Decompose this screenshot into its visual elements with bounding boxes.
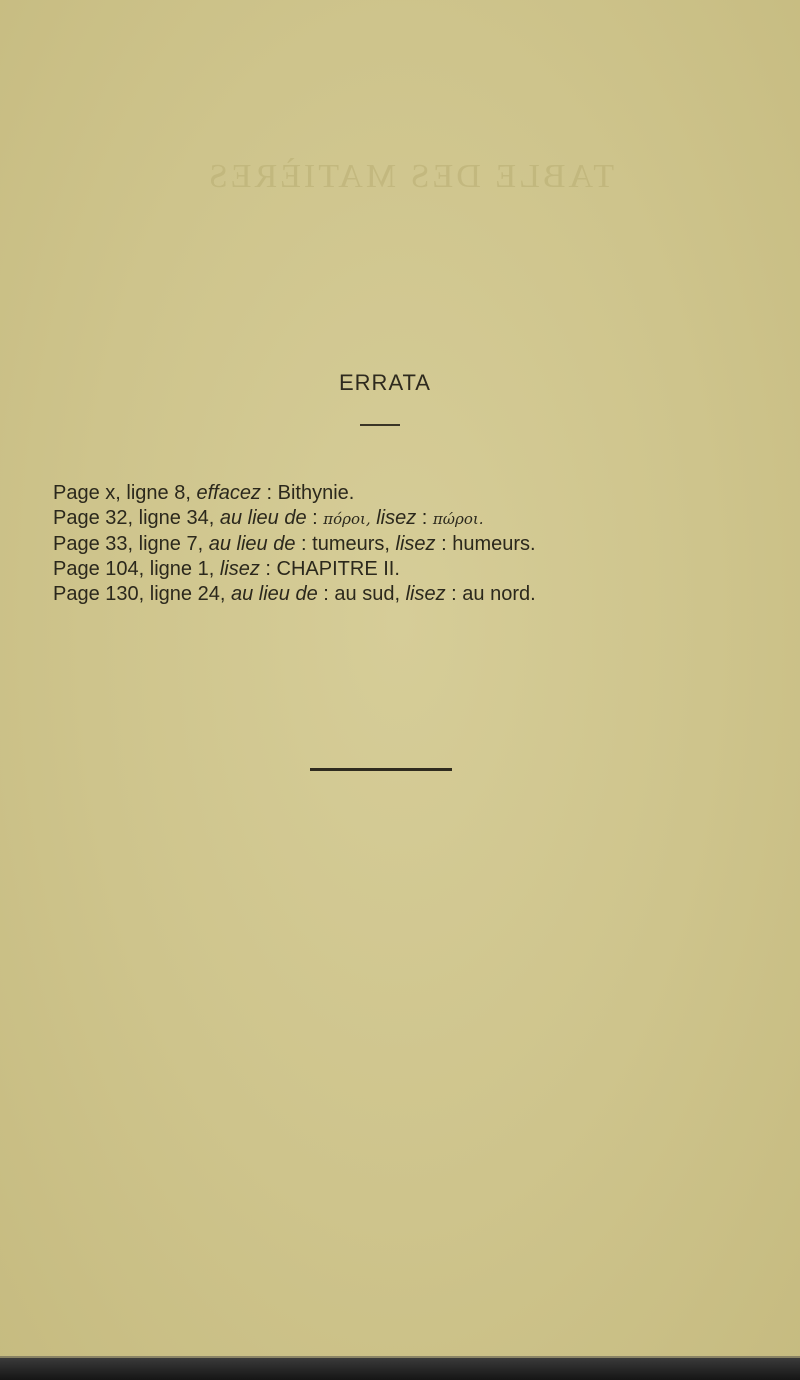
errata-entry-2	[53, 506, 773, 532]
entry-page: Page x,	[53, 482, 121, 504]
entry-replace-label: lisez	[395, 533, 436, 555]
entry-correct: πώροι.	[432, 510, 484, 528]
entry-correct: humeurs.	[452, 533, 536, 555]
entry-separator: :	[451, 583, 457, 605]
entry-text: Bithynie.	[277, 482, 355, 504]
entry-instruction: au lieu de	[219, 507, 307, 529]
entry-separator: :	[323, 583, 329, 605]
entry-line: ligne 7,	[138, 533, 204, 555]
entry-separator: :	[441, 533, 447, 555]
entry-separator: :	[312, 507, 318, 529]
entry-line: ligne 34,	[138, 507, 215, 529]
entry-replace-label: lisez	[405, 583, 446, 605]
entry-separator: :	[301, 533, 307, 555]
entry-wrong: au sud,	[334, 583, 400, 605]
entry-separator: :	[421, 507, 428, 529]
entry-separator: :	[266, 482, 273, 504]
entry-page: Page 104,	[53, 558, 145, 580]
entry-line: ligne 24,	[149, 583, 226, 605]
entry-wrong: πόροι,	[323, 510, 371, 528]
errata-entry-5	[53, 582, 773, 607]
entry-page: Page 33,	[53, 533, 134, 555]
page-title: ERRATA	[339, 370, 431, 395]
entry-line: ligne 8,	[126, 482, 191, 504]
entry-wrong: tumeurs,	[312, 533, 390, 555]
end-rule	[310, 768, 452, 771]
entry-text: CHAPITRE II.	[276, 558, 400, 580]
entry-line: ligne 1,	[149, 558, 215, 580]
entry-separator: :	[265, 558, 271, 580]
entry-page: Page 32,	[53, 507, 134, 529]
bottom-scan-band	[0, 1358, 800, 1380]
entry-replace-label: lisez	[376, 507, 417, 529]
errata-entry-4	[53, 557, 773, 582]
entry-instruction: au lieu de	[208, 533, 296, 555]
entry-page: Page 130,	[53, 583, 145, 605]
bleed-through-text: TABLE DES MATIÈRES	[205, 158, 615, 195]
entry-correct: au nord.	[462, 583, 536, 605]
errata-entry-1	[53, 481, 773, 506]
errata-list	[53, 481, 773, 607]
entry-instruction: lisez	[219, 558, 260, 580]
entry-instruction: effacez	[196, 482, 261, 504]
entry-instruction: au lieu de	[230, 583, 318, 605]
title-rule	[360, 424, 400, 426]
errata-entry-3	[53, 532, 773, 557]
